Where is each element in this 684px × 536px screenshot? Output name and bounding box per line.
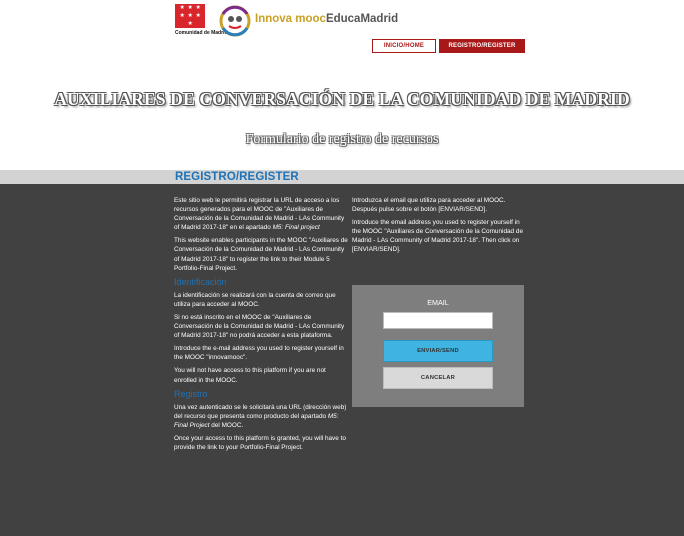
email-input[interactable] [383,312,493,329]
brand-name [255,13,398,25]
email-label: EMAIL [427,298,449,307]
identification-heading: Identificación [174,276,227,287]
brand-mooc: mooc [295,13,326,25]
nav-home-button[interactable]: INICIO/HOME [372,39,436,53]
section-title: REGISTRO/REGISTER [175,171,299,183]
instructions-es: Introduzca el email que utiliza para acceder al MOOC. Después pulse sobre el botón [ENVIAR/SEND]. [352,197,506,214]
page-subtitle: Formulario de registro de recursos [245,132,439,147]
identification-paragraph-4: You will not have access to this platform if you are not enrolled in the MOOC. [174,367,326,384]
brand-innova: Innova [255,13,293,25]
identification-paragraph-3: Introduce the e-mail address you used to register yourself in the MOOC "innovamooc". [174,345,344,362]
registro-paragraph-1 [174,403,348,430]
hero-banner [0,60,684,170]
comunidad-madrid-logo[interactable] [175,4,228,44]
cancel-button[interactable]: CANCELAR [383,367,493,389]
madrid-flag-icon [175,4,205,28]
text: del MOOC. [209,421,244,429]
instructions-column [352,196,526,259]
text: Este sitio web le permitirá registrar la URL de acceso a los recursos generados para el MOOC de "Auxiliares de Conversación de la Comunidad de Madrid - LAs Community of Madrid 2017-18" en el apartado [174,197,345,232]
info-column [174,196,348,456]
intro-paragraph-en: This website enables participants in the MOOC "Auxiliares de Conversación de la Comunidad de Madrid - LAs Community of Madrid 2017-18" to register the link to their Module 5 Portfolio-Final Project. [174,237,348,272]
identification-paragraph-1: La identificación se realizará con la cuenta de correo que utiliza para acceder al MOOC. [174,291,336,308]
innova-logo-icon[interactable] [217,4,253,38]
intro-paragraph-es [174,196,348,232]
brand-educamadrid: EducaMadrid [325,13,399,25]
login-form [352,285,524,407]
page-title: AUXILIARES DE CONVERSACIÓN DE LA COMUNIDAD DE MADRID [54,89,630,109]
site-header [0,0,684,60]
emphasis: M5: Final Project [174,412,339,429]
instructions-en: Introduce the email address you used to register yourself in the MOOC "Auxiliares de Conversación de la Comunidad de Madrid - LAs Community of Madrid 2017-18". Then click on [ENVIAR/SEND]. [352,219,523,254]
main-content [0,184,684,536]
star-icon: ★ [187,12,193,19]
nav-register-button[interactable]: REGISTRO/REGISTER [439,39,525,53]
star-icon: ★ [195,4,201,11]
registro-heading: Registro [174,388,208,399]
star-icon: ★ [179,12,185,19]
identification-paragraph-2: Si no está inscrito en el MOOC de "Auxiliares de Conversación de la Comunidad de Madrid - LAs Community of Madrid 2017-18" no podrá acceder a esta plataforma. [174,313,345,340]
emphasis: M5: Final project [272,224,320,232]
section-band [0,170,684,184]
star-icon: ★ [179,4,185,11]
star-icon: ★ [187,20,193,27]
comunidad-madrid-text: Comunidad de Madrid [175,30,228,36]
star-icon: ★ [187,4,193,11]
star-icon: ★ [195,12,201,19]
text: Una vez autenticado se le solicitará una URL (dirección web) del recurso que presenta como producto del apartado [174,403,347,420]
registro-paragraph-2: Once your access to this platform is granted, you will have to provide the link to your Portfolio-Final Project. [174,434,346,451]
send-button[interactable]: ENVIAR/SEND [383,340,493,362]
